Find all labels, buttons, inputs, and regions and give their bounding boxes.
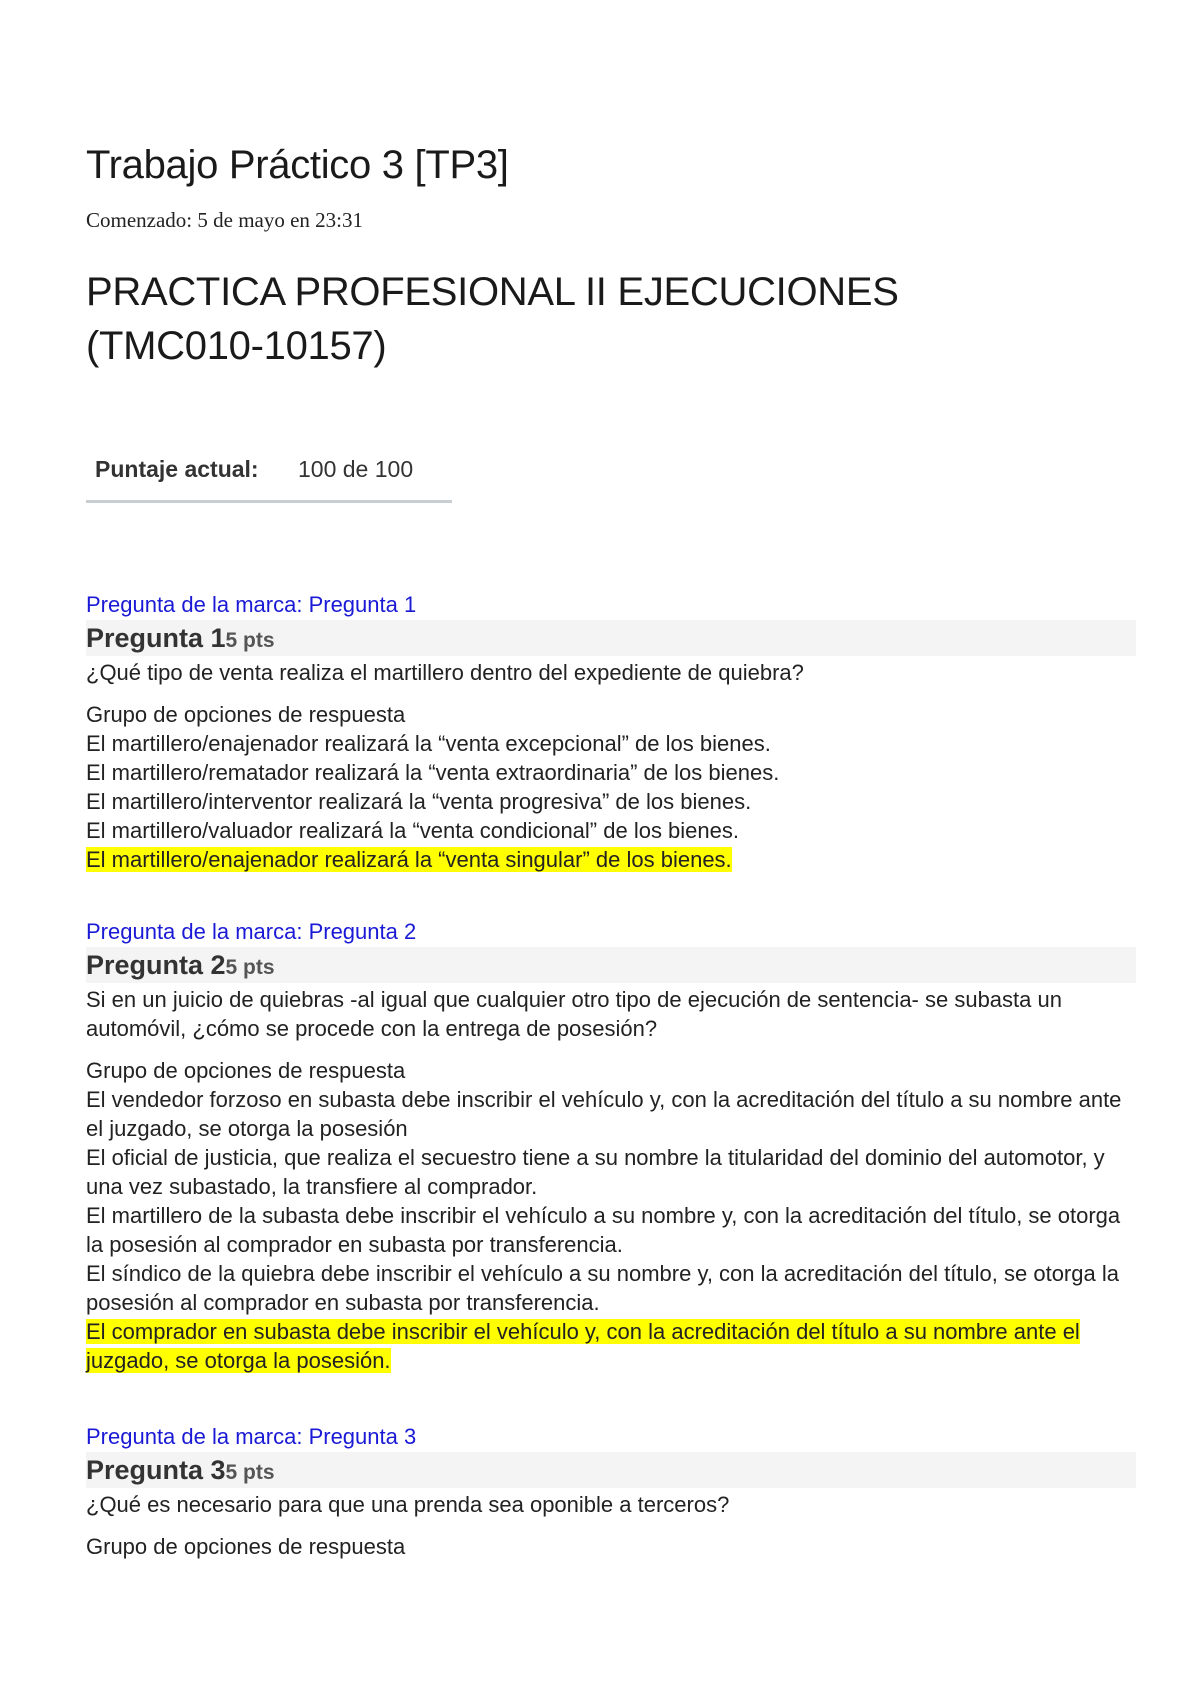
course-title — [86, 265, 1086, 373]
answer-option-correct[interactable]: El martillero/enajenador realizará la “venta singular” de los bienes. — [86, 847, 732, 872]
answer-options — [86, 1085, 1136, 1375]
started-timestamp: Comenzado: 5 de mayo en 23:31 — [86, 208, 364, 232]
question-points: 5 pts — [225, 956, 275, 979]
question-flag-link[interactable]: Pregunta de la marca: Pregunta 1 — [86, 592, 417, 617]
question-2 — [86, 917, 1136, 1375]
answer-option[interactable]: El síndico de la quiebra debe inscribir el vehículo a su nombre y, con la acreditación del título, se otorga la posesión al comprador en subasta por transferencia. — [86, 1261, 1119, 1315]
course-title-line-2: (TMC010-10157) — [86, 324, 387, 368]
question-text: ¿Qué es necesario para que una prenda sea oponible a terceros? — [86, 1492, 730, 1517]
score-value: 100 de 100 — [298, 456, 414, 482]
question-header — [86, 620, 1136, 656]
answer-option[interactable]: El martillero/interventor realizará la “venta progresiva” de los bienes. — [86, 789, 752, 814]
question-header — [86, 1452, 1136, 1488]
question-name: Pregunta 2 — [86, 950, 226, 980]
question-flag-link[interactable]: Pregunta de la marca: Pregunta 2 — [86, 919, 417, 944]
question-text: Si en un juicio de quiebras -al igual que cualquier otro tipo de ejecución de sentencia- se subasta un automóvil, ¿cómo se procede con la entrega de posesión? — [86, 987, 1062, 1041]
answer-group-label: Grupo de opciones de respuesta — [86, 1058, 406, 1083]
page-title: Trabajo Práctico 3 [TP3] — [86, 143, 509, 187]
question-header — [86, 947, 1136, 983]
answer-option[interactable]: El martillero de la subasta debe inscribir el vehículo a su nombre y, con la acreditación del título, se otorga la posesión al comprador en subasta por transferencia. — [86, 1203, 1121, 1257]
answer-group-label: Grupo de opciones de respuesta — [86, 1534, 406, 1559]
question-3 — [86, 1422, 1136, 1561]
answer-option-correct[interactable]: El comprador en subasta debe inscribir el vehículo y, con la acreditación del título a su nombre ante el juzgado, se otorga la posesión. — [86, 1319, 1080, 1373]
answer-option[interactable]: El martillero/enajenador realizará la “venta excepcional” de los bienes. — [86, 731, 771, 756]
question-name: Pregunta 3 — [86, 1455, 226, 1485]
answer-option[interactable]: El oficial de justicia, que realiza el secuestro tiene a su nombre la titularidad del dominio del automotor, y una vez subastado, la transfiere al comprador. — [86, 1145, 1105, 1199]
question-text: ¿Qué tipo de venta realiza el martillero dentro del expediente de quiebra? — [86, 660, 804, 685]
question-points: 5 pts — [225, 629, 275, 652]
course-title-line-1: PRACTICA PROFESIONAL II EJECUCIONES — [86, 270, 899, 314]
answer-options — [86, 729, 1136, 874]
answer-option[interactable]: El vendedor forzoso en subasta debe inscribir el vehículo y, con la acreditación del título a su nombre ante el juzgado, se otorga la posesión — [86, 1087, 1122, 1141]
current-score — [86, 450, 452, 503]
question-flag-link[interactable]: Pregunta de la marca: Pregunta 3 — [86, 1424, 417, 1449]
answer-group-label: Grupo de opciones de respuesta — [86, 702, 406, 727]
question-name: Pregunta 1 — [86, 623, 226, 653]
question-1 — [86, 590, 1136, 874]
answer-option[interactable]: El martillero/valuador realizará la “venta condicional” de los bienes. — [86, 818, 739, 843]
answer-option[interactable]: El martillero/rematador realizará la “venta extraordinaria” de los bienes. — [86, 760, 780, 785]
question-points: 5 pts — [225, 1461, 275, 1484]
score-label: Puntaje actual: — [95, 456, 259, 482]
